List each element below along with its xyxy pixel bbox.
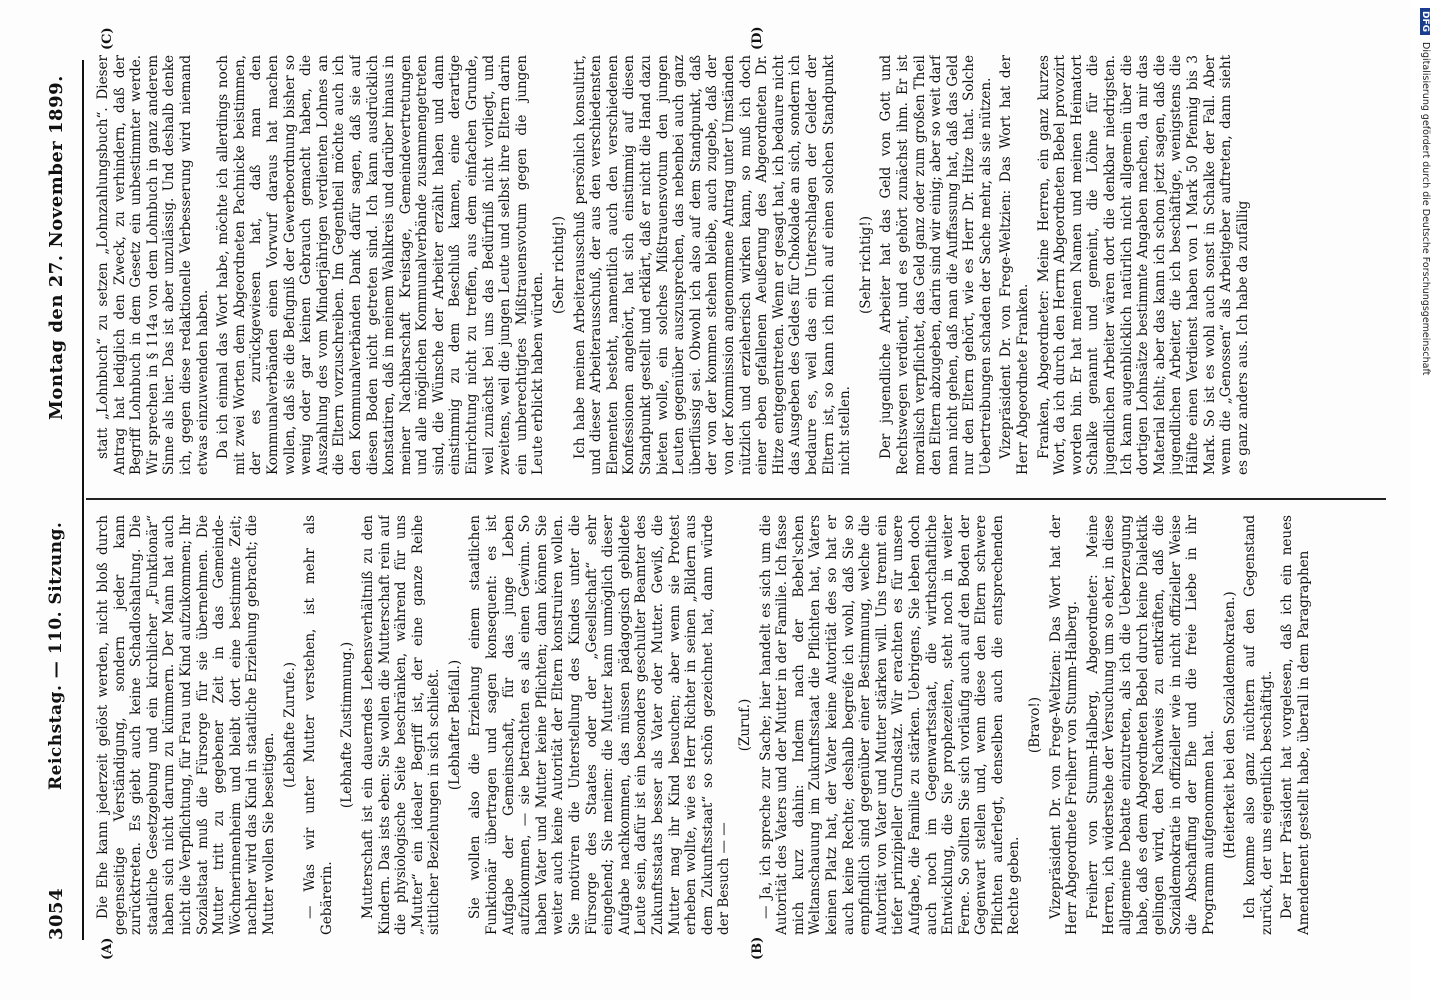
margin-mark-c: (C) [100,27,115,50]
stage-direction: (Lebhafte Zustimmung.) [339,641,356,809]
digitization-credit-text: Digitalisierung gefördert durch die Deutsche Forschungsgemeinschaft [1420,42,1431,376]
margin-mark-b: (B) [750,936,765,960]
right-text-column [95,55,1385,475]
column-divider [86,498,1386,500]
stage-direction: (Zuruf.) [736,698,753,752]
margin-mark-d: (D) [750,26,765,50]
paragraph: Vizepräsident Dr. von Frege-Weltzien: Das Wort hat der Herr Abgeordnete Franken. [998,55,1032,475]
paragraph: Mutterschaft ist ein dauerndes Lebensverhältniß zu den Kindern. Das ists eben: Sie wollen die Mutterschaft rein auf die physiologische Seite beschränken, während für uns „Mutter“ ein idealer Begriff ist, der eine ganze Reihe sittlicher Beziehungen in sich schließt. [359,515,443,935]
paragraph: Ich komme also ganz nüchtern auf den Gegenstand zurück, der uns eigentlich beschäftigt. [1242,515,1275,935]
dfg-logo: DFG [1420,8,1430,35]
paragraph: Der jugendliche Arbeiter hat das Geld von Gott und Rechtswegen verdient, und es gehört zunächst ihm. Er ist moralisch verpflichtet, das Geld ganz oder zum großen Theil den Eltern abzugeben, darin sind wir einig; aber so weit darf man nicht gehen, daß man die Auffassung hat, daß das Geld nur den Eltern gehört, wie es Herr Dr. Hitze that. Solche Uebertreibungen schaden der Sache mehr, als sie nützen. [878,55,994,475]
digitization-credit [1418,0,1432,1000]
paragraph: Vizepräsident Dr. von Frege-Weltzien: Das Wort hat der Herr Abgeordnete Freiherr von Stumm-Halberg. [1047,515,1081,935]
paragraph: — Was wir unter Mutter verstehen, ist mehr als Gebärerin. [302,515,335,935]
paragraph: statt „Lohnbuch“ zu setzen „Lohnzahlungsbuch“. Dieser Antrag hat lediglich den Zweck, zu verhindern, daß der Begriff Lohnbuch in dem Gesetz ein unbestimmter werde. Wir sprechen in § 114a von dem Lohnbuch in ganz anderem Sinne als hier. Das ist aber unzulässig. Und deshalb denke ich, gegen diese redaktionelle Verbesserung wird niemand etwas einzuwenden haben. [95,55,211,475]
header-rule [82,60,84,940]
running-head [40,60,70,940]
paragraph: Franken, Abgeordneter: Meine Herren, ein ganz kurzes Wort, da ich durch den Herrn Abgeordneten Bebel provozirt worden bin. Er hat meinen Namen und meinen Heimatort Schalke genannt und gemeint, die Löhne für die jugendlichen Arbeiter wären dort die denkbar niedrigsten. Ich kann augenblicklich natürlich nicht allgemein über die dortigen Lohnsätze bestimmte Angaben machen, da mir das Material fehlt; aber das kann ich schon jetzt sagen, daß die jugendlichen Arbeiter, die ich beschäftige, wenigstens die Hälfte einen Verdienst haben von 1 Mark 50 Pfennig bis 3 Mark. So ist es wohl auch sonst in Schalke der Fall. Aber wenn die „Genossen“ als Arbeitgeber auftreten, dann sieht es ganz anders aus. Ich habe da zufällig [1035,55,1251,475]
paragraph: Da ich einmal das Wort habe, möchte ich allerdings noch mit zwei Worten dem Abgeordneten Pachnicke beistimmen, der es zurückgewiesen hat, daß man den Kommunalverbänden einen Vorwurf daraus hat machen wollen, daß sie die Befugniß der Gewerbeordnung bisher so wenig oder gar keinen Gebrauch gemacht haben, die Auszahlung des vom Minderjährigen verdienten Lohnes an die Eltern vorzuschreiben. Im Gegentheil möchte auch ich den Kommunalverbänden Dank dafür sagen, daß sie auf diesen Boden nicht getreten sind. Ich kann ausdrücklich konstatiren, daß in meinem Wahlkreis und darüber hinaus in meiner Nachbarschaft Kreistage, Gemeindevertretungen und alle möglichen Kommunalverbände zusammengetreten sind, die Wünsche der Arbeiter erzählt haben und dann einstimmig zu dem Beschluß kamen, eine derartige Einrichtung nicht zu treffen, aus dem einfachen Grunde, weil zunächst bei uns das Bedürfniß nicht vorliegt, und zweitens, weil die jungen Leute und selbst ihre Eltern darin ein unberechtigtes Mißtrauensvotum gegen die jungen Leute erblickt haben würden. [215,55,547,475]
stage-direction: (Sehr richtig!) [857,215,874,315]
stage-direction: (Bravo!) [1027,696,1044,754]
paragraph: Der Herr Präsident hat vorgelesen, daß ich ein neues Amendement gestellt habe, überall in dem Paragraphen [1279,515,1312,935]
paragraph: Sie wollen also die Erziehung einem staatlichen Funktionär übertragen und sagen konsequent: es ist Aufgabe der Gemeinschaft, für das junge Leben aufzukommen, — sie betrachten es als einen Gewinn. So haben Vater und Mutter keine Pflichten; dann können Sie weiter auch keine Autorität der Eltern konstruiren wollen. Sie motiviren die Unterstellung des Kindes unter die Fürsorge des Staates oder der „Gesellschaft“ sehr eingehend; Sie meinen: die Mutter kann unmöglich dieser Aufgabe nachkommen, das müssen pädagogisch gebildete Leute sein, dafür ist ein besonders geschulter Beamter des Zukunftsstaats besser als Vater oder Mutter. Gewiß, die Mutter mag ihr Kind besuchen; aber wenn sie Protest erheben wollte, wie es Herr Richter in seinen „Bildern aus dem Zukunftsstaat“ so schön gezeichnet hat, dann würde der Besuch — — [467,515,733,935]
left-text-column [95,515,1385,935]
session-date: Montag den 27. November 1899. [46,75,67,420]
session-title: Reichstag. — 110. Sitzung. [46,521,66,790]
stage-direction: (Lebhafte Zurufe.) [281,661,298,789]
stage-direction: (Heiterkeit bei den Sozialdemokraten.) [1221,591,1238,859]
paragraph: — Ja, ich spreche zur Sache; hier handelt es sich um die Autorität des Vaters und der Mutter in der Familie. Ich fasse mich kurz dahin: Indem nach der Bebel'schen Weltanschauung im Zukunftsstaat die Pflichten hat, Vaters keinen Platz hat, der Vater keine Autorität des so hat er auch keine Rechte; deshalb begreife ich wohl, daß Sie so empfindlich sind gegenüber einer Bestimmung, welche die Autorität von Vater und Mutter stärken will. Uns trennt ein tiefer prinzipieller Grundsatz. Wir erachten es für unsere Aufgabe, die Familie zu stärken. Uebrigens, Sie leben doch auch noch im Gegenwartsstaat, die wirthschaftliche Entwicklung, die Sie prophezeiten, steht noch in weiter Ferne. So sollten Sie sich vorläufig auch auf den Boden der Gegenwart stellen und, wenn diese den Eltern schwere Pflichten auferlegt, denselben auch die entsprechenden Rechte geben. [757,515,1023,935]
stage-direction: (Lebhafter Beifall.) [446,659,463,791]
stage-direction: (Sehr richtig!) [551,215,568,315]
margin-mark-a: (A) [100,937,115,960]
page-number: 3054 [46,887,67,940]
paragraph: Ich habe meinen Arbeiterausschuß persönlich konsultirt, und dieser Arbeiterausschuß, der aus den verschiedensten Elementen besteht, namentlich auch den verschiedenen Konfessionen angehört, hat sich einstimmig auf diesen Standpunkt gestellt und erklärt, daß er nicht die Hand dazu bieten wolle, ein solches Mißtrauensvotum den jungen Leuten gegenüber auszusprechen, das nebenbei auch ganz überflüssig sei. Obwohl ich also auf dem Standpunkt, daß der von der kommen stehen bleibe, auch zugebe, daß der von der Kommission angenommene Antrag unter Umständen nützlich und erzieherisch wirken kann, so muß ich doch einer eben gefallenen Aeußerung des Abgeordneten Dr. Hitze entgegentreten. Wenn er gesagt hat, ich bedaure nicht das Ausgeben des Geldes für Chokolade an sich, sondern ich bedaure es, weil das ein Unterschlagen der Gelder der Eltern ist, so kann ich mich auf einen solchen Standpunkt nicht stellen. [571,55,854,475]
paragraph: Die Ehe kann jederzeit gelöst werden, nicht bloß durch gegenseitige Verständigung, sondern jeder kann zurücktreten. Es giebt auch keine Schadloshaltung. Die staatliche Gesetzgebung und ein kirchlicher „Funktionär“ haben sich nicht darum zu kümmern. Der Mann hat auch nicht die Verpflichtung, für Frau und Kind aufzukommen; Ihr Sozialstaat muß die Fürsorge für sie übernehmen. Die Mutter tritt zu gegebener Zeit in das Gemeinde-Wöchnerinnenheim und bleibt dort eine bestimmte Zeit; nachher wird das Kind in staatliche Erziehung gebracht; die Mutter wollen Sie beseitigen. [95,515,277,935]
paragraph: Freiherr von Stumm-Halberg, Abgeordneter: Meine Herren, ich widerstehe der Versuchung um so eher, in diese allgemeine Debatte einzutreten, als ich die Ueberzeugung habe, daß es dem Abgeordneten Bebel durch keine Dialektik gelingen wird, den Nachweis zu entkräften, daß die Sozialdemokratie in offizieller wie in nicht offizieller Weise die Abschaffung der Ehe und die freie Liebe in ihr Programm aufgenommen hat. [1084,515,1217,935]
